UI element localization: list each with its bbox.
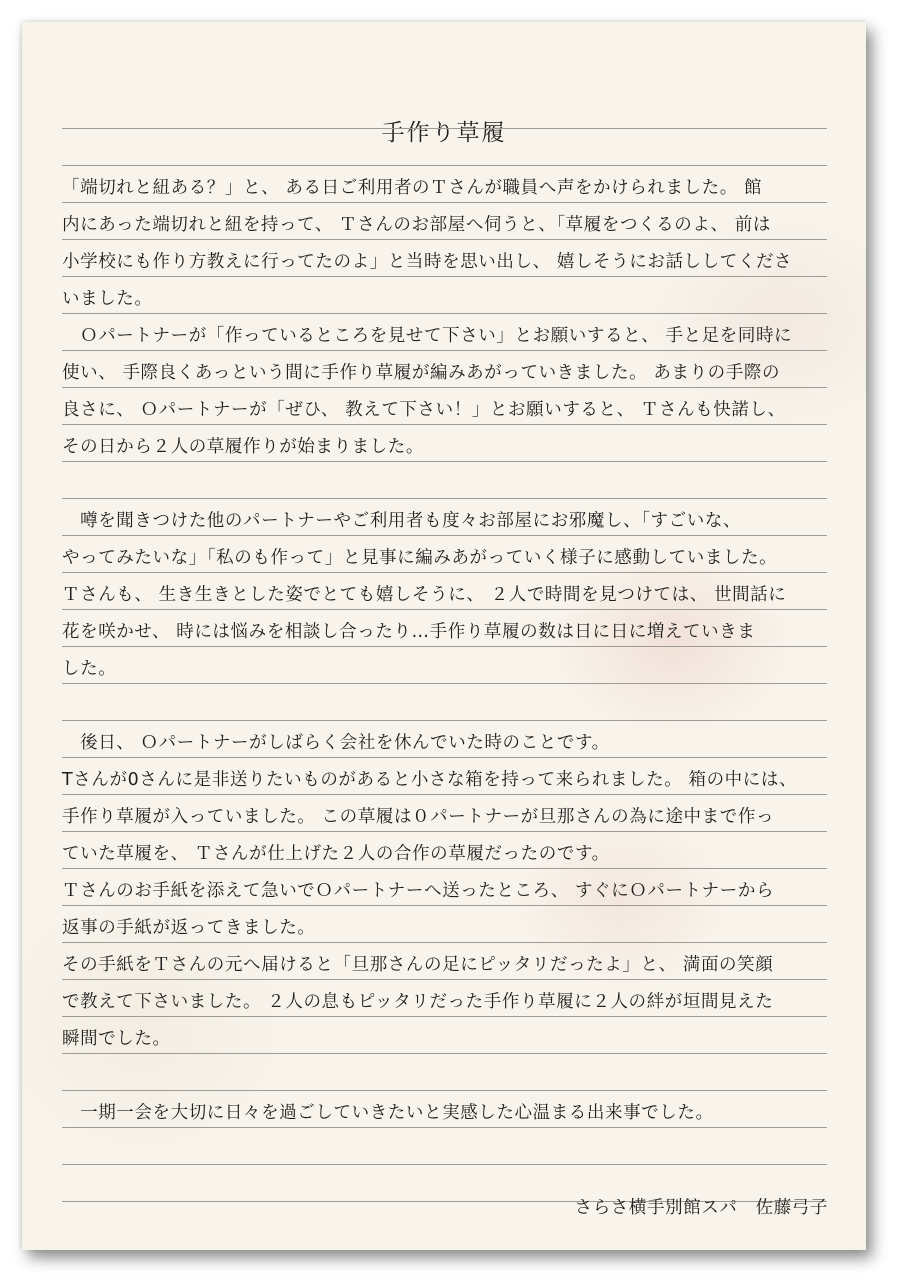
text-line: その日から２人の草履作りが始まりました。	[62, 437, 424, 457]
rule-line	[62, 313, 827, 314]
text-line: 一期一会を大切に日々を過ごしていきたいと実感した心温まる出来事でした。	[62, 1103, 714, 1123]
rule-line	[62, 646, 827, 647]
text-line: やってみたいな」「私のも作って」と見事に編みあがっていく様子に感動していました。	[62, 548, 778, 568]
rule-line	[62, 609, 827, 610]
text-line: Tさんが0さんに是非送りたいものがあると小さな箱を持って来られました。 箱の中には、	[62, 770, 798, 790]
rule-line	[62, 239, 827, 240]
rule-line	[62, 461, 827, 462]
rule-line	[62, 535, 827, 536]
rule-line	[62, 831, 827, 832]
rule-line	[62, 1164, 827, 1165]
letter-paper	[22, 22, 866, 1250]
text-line: ていた草履を、 Ｔさんが仕上げた２人の合作の草履だったのです。	[62, 844, 610, 864]
rule-line	[62, 905, 827, 906]
text-line: その手紙をＴさんの元へ届けると「旦那さんの足にピッタリだったよ」と、 満面の笑顔	[62, 955, 774, 975]
rule-line	[62, 942, 827, 943]
rule-line	[62, 424, 827, 425]
text-line: 良さに、 Ｏパートナーが「ぜひ、 教えて下さい！」とお願いすると、 Ｔさんも快諾し、	[62, 400, 786, 420]
text-line: 花を咲かせ、 時には悩みを相談し合ったり…手作り草履の数は日に日に増えていきま	[62, 622, 756, 642]
rule-line	[62, 1090, 827, 1091]
rule-line	[62, 757, 827, 758]
text-line: 噂を聞きつけた他のパートナーやご利用者も度々お部屋にお邪魔し、「すごいな、	[62, 511, 742, 531]
text-line: 小学校にも作り方教えに行ってたのよ」と当時を思い出し、 嬉しそうにお話ししてくださ	[62, 252, 793, 272]
rule-line	[62, 979, 827, 980]
text-line: Ｏパートナーが「作っているところを見せて下さい」とお願いすると、 手と足を同時に	[62, 326, 793, 346]
text-line: で教えて下さいました。 ２人の息もピッタリだった手作り草履に２人の絆が垣間見えた	[62, 992, 774, 1012]
rule-line	[62, 350, 827, 351]
text-line: Ｔさんも、 生き生きとした姿でとても嬉しそうに、 ２人で時間を見つけては、 世間話に	[62, 585, 787, 605]
signature: さらさ横手別館スパ 佐藤弓子	[574, 1198, 828, 1218]
rule-line	[62, 794, 827, 795]
text-line: 手作り草履が入っていました。 この草履は０パートナーが旦那さんの為に途中まで作っ	[62, 807, 775, 827]
rule-line	[62, 498, 827, 499]
rule-line	[62, 868, 827, 869]
rule-line	[62, 1016, 827, 1017]
text-line: 使い、 手際良くあっという間に手作り草履が編みあがっていきました。 あまりの手際の	[62, 363, 781, 383]
rule-line	[62, 387, 827, 388]
rule-line	[62, 202, 827, 203]
rule-line	[62, 1053, 827, 1054]
text-line: した。	[62, 659, 117, 679]
rule-line	[62, 165, 827, 166]
rule-line	[62, 276, 827, 277]
text-line: 内にあった端切れと紐を持って、 Ｔさんのお部屋へ伺うと、「草履をつくるのよ、 前は	[62, 215, 771, 235]
text-line: Ｔさんのお手紙を添えて急いでＯパートナーへ送ったところ、 すぐにＯパートナーから	[62, 881, 775, 901]
rule-line	[62, 683, 827, 684]
text-line: いました。	[62, 289, 153, 309]
rule-line	[62, 128, 827, 129]
text-line: 瞬間でした。	[62, 1029, 171, 1049]
page-title: 手作り草履	[381, 120, 507, 146]
rule-line	[62, 572, 827, 573]
text-line: 返事の手紙が返ってきました。	[62, 918, 316, 938]
text-line: 「端切れと紐ある？」と、 ある日ご利用者のＴさんが職員へ声をかけられました。 館	[62, 178, 763, 198]
rule-line	[62, 720, 827, 721]
rule-line	[62, 1127, 827, 1128]
text-line: 後日、 Ｏパートナーがしばらく会社を休んでいた時のことです。	[62, 733, 610, 753]
